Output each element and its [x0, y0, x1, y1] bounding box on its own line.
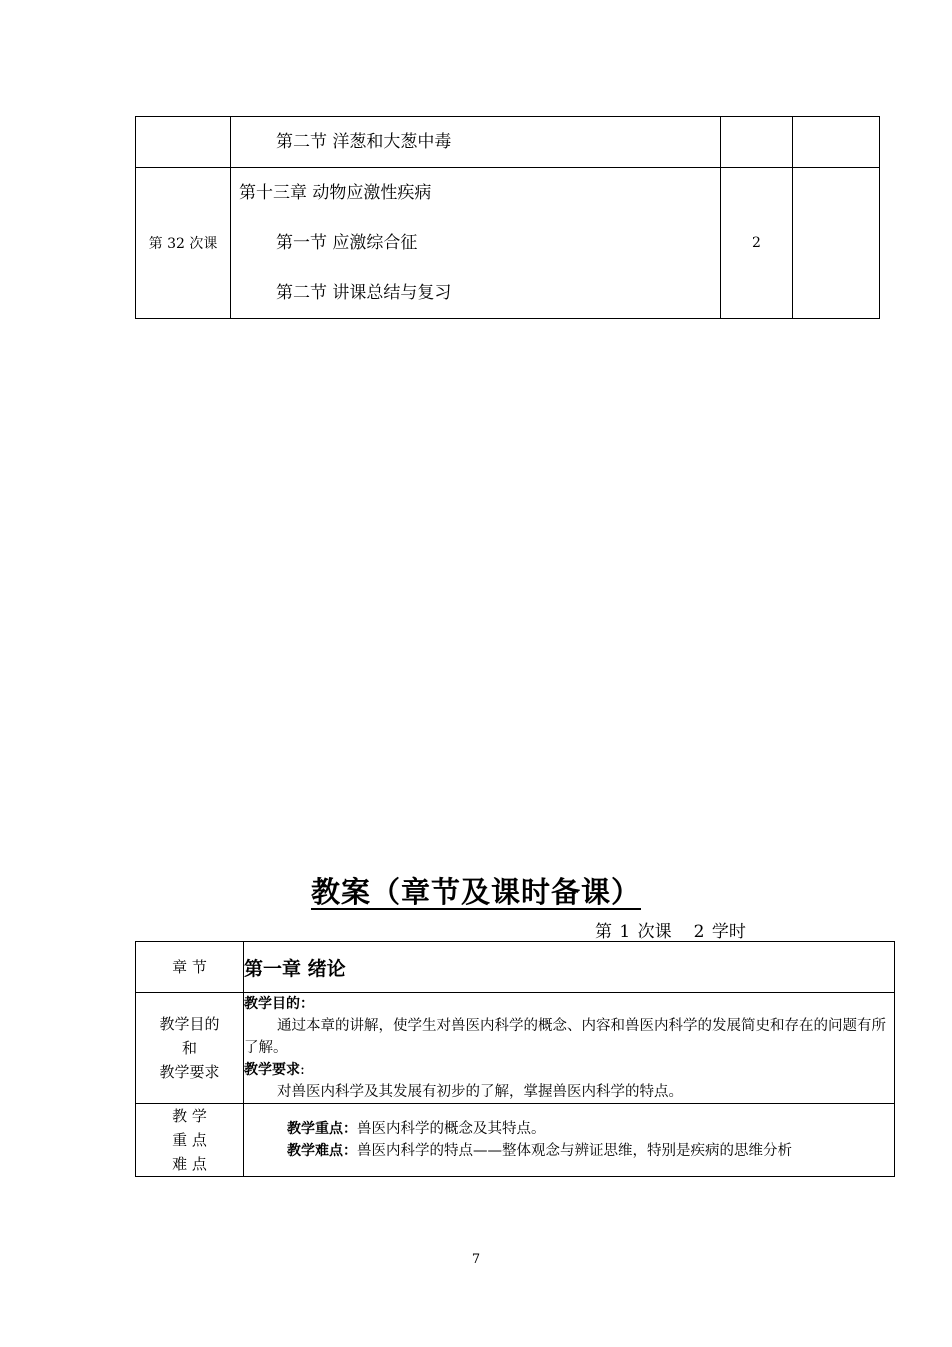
- requirement-colon: :: [300, 1062, 305, 1078]
- table-row: [136, 993, 895, 1104]
- requirement-heading: 教学要求: [244, 1062, 300, 1078]
- label-line: 难 点: [172, 1155, 207, 1173]
- hours-cell: [721, 117, 793, 168]
- requirement-text: 对兽医内科学及其发展有初步的了解，掌握兽医内科学的特点。: [277, 1084, 683, 1100]
- lesson-hours: 2 学时: [693, 922, 746, 942]
- lesson-info: [595, 917, 768, 942]
- key-heading: 教学重点：: [287, 1121, 357, 1137]
- table-row: [136, 117, 880, 168]
- chapter-line: 第十三章 动物应激性疾病: [239, 183, 432, 203]
- label-line: 和: [181, 1039, 197, 1057]
- goals-content: [244, 993, 895, 1104]
- chapter-label: 章 节: [136, 942, 244, 993]
- content-cell: [231, 168, 721, 319]
- key-text: 兽医内科学的概念及其特点。: [357, 1121, 546, 1137]
- lesson-cell: [136, 117, 231, 168]
- section-line: 第二节 洋葱和大葱中毒: [276, 132, 452, 152]
- content-cell: [231, 117, 721, 168]
- chapter-value: 第一章 绪论: [244, 942, 895, 993]
- extra-cell: [793, 117, 880, 168]
- section-line: 第二节 讲课总结与复习: [276, 283, 452, 303]
- section-line: 第一节 应激综合征: [276, 233, 418, 253]
- key-points-label: [136, 1104, 244, 1177]
- table-row: [136, 168, 880, 319]
- key-points-content: [244, 1104, 895, 1177]
- lesson-cell: 第 32 次课: [136, 168, 231, 319]
- schedule-table: [135, 116, 880, 319]
- goals-label: [136, 993, 244, 1104]
- goal-heading: 教学目的：: [244, 996, 314, 1012]
- difficulty-text: 兽医内科学的特点——整体观念与辨证思维，特别是疾病的思维分析: [357, 1143, 792, 1159]
- page-number: 7: [471, 1252, 481, 1267]
- lesson-plan-table: [135, 941, 895, 1177]
- label-line: 教 学: [172, 1107, 207, 1125]
- table-row: [136, 1104, 895, 1177]
- page-title: 教案（章节及课时备课）: [310, 875, 641, 909]
- extra-cell: [793, 168, 880, 319]
- label-line: 重 点: [172, 1131, 207, 1149]
- difficulty-heading: 教学难点：: [287, 1143, 357, 1159]
- label-line: 教学要求: [159, 1063, 220, 1081]
- goal-text: 通过本章的讲解，使学生对兽医内科学的概念、内容和兽医内科学的发展简史和存在的问题有所了解。: [244, 1018, 886, 1056]
- lesson-number: 第 1 次课: [595, 922, 672, 942]
- hours-cell: 2: [721, 168, 793, 319]
- label-line: 教学目的: [159, 1015, 220, 1033]
- table-row: [136, 942, 895, 993]
